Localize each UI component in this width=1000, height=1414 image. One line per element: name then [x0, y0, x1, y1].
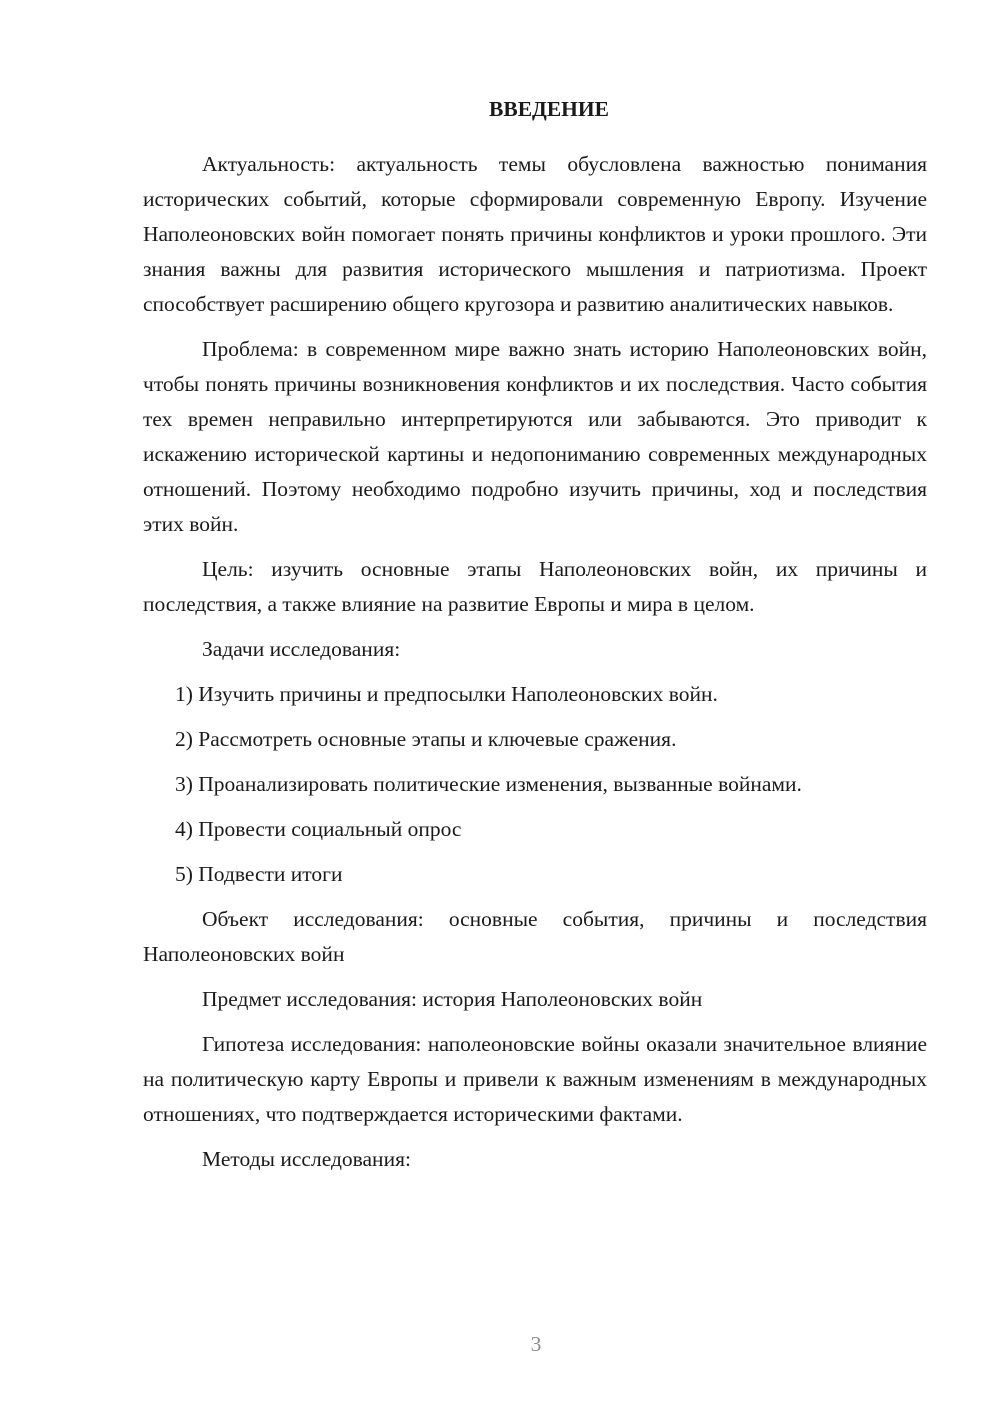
subject-paragraph: Предмет исследования: история Наполеоновских войн — [202, 987, 703, 1011]
hypothesis-paragraph: Гипотеза исследования: наполеоновские войны оказали значительное влияние на политическую карту Европы и привели к важным изменениям в международных отношениях, что подтверждается историческими фактами. — [143, 1032, 927, 1126]
task-list-item: 4) Провести социальный опрос — [175, 817, 462, 841]
document-page — [143, 92, 927, 1187]
task-list-item: 5) Подвести итоги — [175, 862, 343, 886]
object-paragraph: Объект исследования: основные события, причины и последствия Наполеоновских войн — [143, 907, 927, 966]
page-number: 3 — [530, 1332, 542, 1356]
methods-heading: Методы исследования: — [202, 1147, 411, 1171]
goal-paragraph: Цель: изучить основные этапы Наполеоновских войн, их причины и последствия, а также влияние на развитие Европы и мира в целом. — [143, 557, 927, 616]
relevance-paragraph: Актуальность: актуальность темы обусловлена важностью понимания исторических событий, которые сформировали современную Европу. Изучение Наполеоновских войн помогает понять причины конфликтов и уроки прошлого. Эти знания важны для развития исторического мышления и патриотизма. Проект способствует расширению общего кругозора и развитию аналитических навыков. — [143, 152, 927, 316]
problem-paragraph: Проблема: в современном мире важно знать историю Наполеоновских войн, чтобы понять причины возникновения конфликтов и их последствия. Часто события тех времен неправильно интерпретируются или забываются. Это приводит к искажению исторической картины и недопониманию современных международных отношений. Поэтому необходимо подробно изучить причины, ход и последствия этих войн. — [143, 337, 927, 536]
page-title: ВВЕДЕНИЕ — [489, 97, 609, 121]
task-list-item: 2) Рассмотреть основные этапы и ключевые сражения. — [175, 727, 677, 751]
tasks-heading: Задачи исследования: — [202, 637, 401, 661]
task-list-item: 3) Проанализировать политические изменения, вызванные войнами. — [175, 772, 802, 796]
task-list-item: 1) Изучить причины и предпосылки Наполеоновских войн. — [175, 682, 718, 706]
